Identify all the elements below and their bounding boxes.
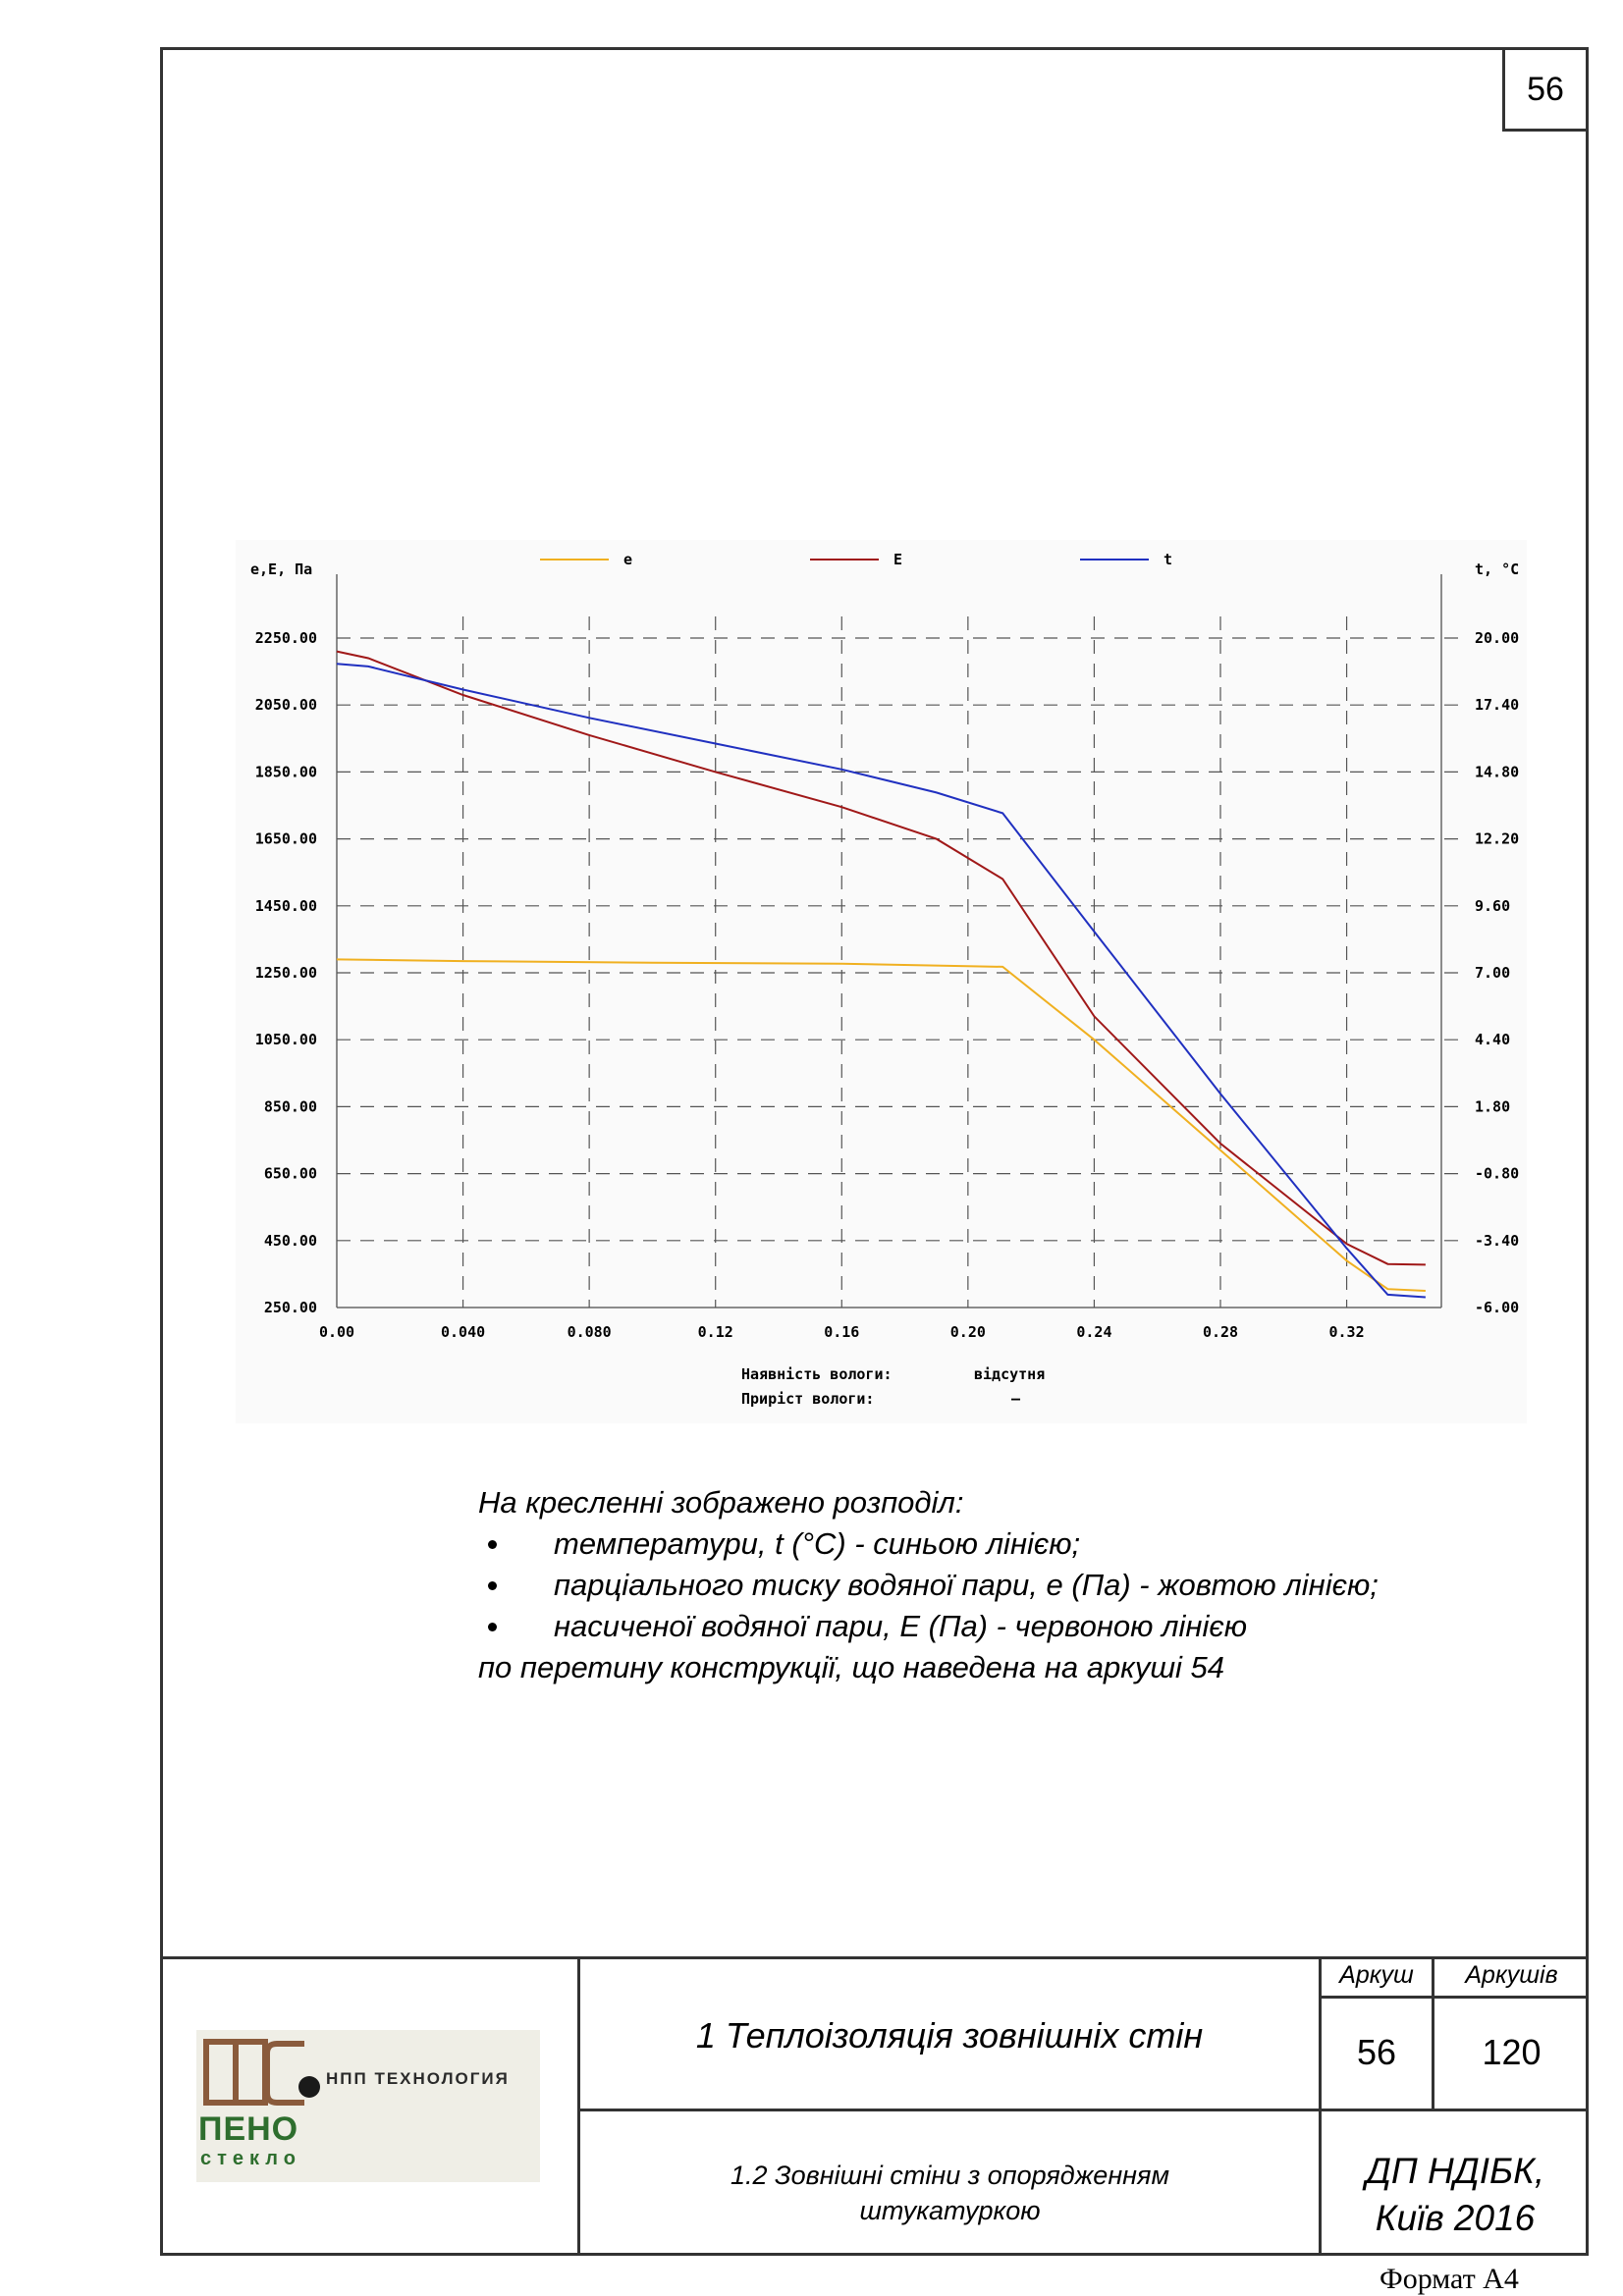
sheets-total: 120	[1482, 2032, 1542, 2072]
y-right-tick-label: 1.80	[1475, 1097, 1511, 1116]
y-right-tick-label: -3.40	[1475, 1231, 1520, 1250]
x-tick-label: 0.28	[1202, 1323, 1239, 1341]
y-left-tick-label: 1050.00	[254, 1031, 317, 1049]
moisture-value: відсутня	[974, 1365, 1046, 1383]
moisture-label: Наявність вологи:	[741, 1365, 893, 1383]
sheet-number: 56	[1356, 2032, 1397, 2072]
divider	[577, 1956, 580, 2256]
logo-brand-top: ПЕНО	[198, 2110, 299, 2148]
series-line-t	[337, 664, 1426, 1297]
bullet-icon	[488, 1540, 497, 1549]
organization: ДП НДІБК, Київ 2016	[1365, 2151, 1545, 2238]
moisture-growth-label: Приріст вологи:	[741, 1390, 875, 1408]
divider	[577, 2109, 1589, 2111]
caption-item: парціального тиску водяної пари, е (Па) - жовтою лінією;	[478, 1565, 1379, 1606]
format-label: Формат А4	[1380, 2263, 1519, 2295]
x-tick-label: 0.20	[949, 1323, 986, 1341]
x-tick-label: 0.24	[1076, 1323, 1112, 1341]
divider	[1319, 1996, 1589, 1999]
y-right-tick-label: 7.00	[1475, 964, 1511, 982]
y-right-tick-label: 12.20	[1475, 829, 1520, 848]
logo-company: НПП ТЕХНОЛОГИЯ	[326, 2069, 510, 2088]
x-tick-label: 0.040	[440, 1323, 486, 1341]
x-tick-label: 0.00	[318, 1323, 355, 1341]
y-right-axis-label: t, °C	[1475, 561, 1520, 578]
caption-outro: по перетину конструкції, що наведена на аркуші 54	[478, 1650, 1225, 1684]
y-right-tick-label: -0.80	[1475, 1164, 1520, 1183]
caption-item: температури, t (°C) - синьою лінією;	[478, 1523, 1379, 1565]
y-left-tick-label: 1450.00	[254, 896, 317, 915]
x-tick-label: 0.12	[697, 1323, 733, 1341]
moisture-growth-value: –	[1011, 1390, 1021, 1408]
bullet-icon	[488, 1623, 497, 1631]
y-left-tick-label: 2250.00	[254, 629, 317, 647]
legend-label: e	[623, 551, 633, 568]
y-right-tick-label: 20.00	[1475, 629, 1520, 647]
y-left-tick-label: 250.00	[263, 1299, 317, 1316]
y-left-tick-label: 1650.00	[254, 829, 317, 848]
bullet-icon	[488, 1581, 497, 1590]
y-right-tick-label: 4.40	[1475, 1031, 1511, 1049]
legend-label: t	[1163, 551, 1173, 568]
y-right-tick-label: 14.80	[1475, 763, 1520, 781]
y-right-tick-label: 17.40	[1475, 696, 1520, 715]
page-number: 56	[1502, 47, 1589, 132]
chart	[236, 540, 1527, 1423]
x-tick-label: 0.080	[567, 1323, 612, 1341]
x-tick-label: 0.16	[824, 1323, 860, 1341]
caption-intro: На кресленні зображено розподіл:	[478, 1485, 964, 1520]
caption	[478, 1482, 1379, 1688]
y-left-axis-label: e,E, Па	[250, 561, 313, 578]
y-left-tick-label: 650.00	[263, 1164, 317, 1183]
y-right-tick-label: 9.60	[1475, 896, 1511, 915]
y-left-tick-label: 450.00	[263, 1231, 317, 1250]
y-left-tick-label: 1850.00	[254, 763, 317, 781]
y-left-tick-label: 1250.00	[254, 964, 317, 982]
subsection-title: 1.2 Зовнішні стіни з опорядженням штукатуркою	[730, 2161, 1169, 2225]
sheet-label: Аркуш	[1339, 1961, 1414, 1989]
x-tick-label: 0.32	[1328, 1323, 1365, 1341]
sheets-label: Аркушів	[1465, 1961, 1558, 1989]
series-line-E	[337, 652, 1426, 1265]
caption-item: насиченої водяної пари, Е (Па) - червоною лінією	[478, 1606, 1379, 1647]
section-title: 1 Теплоізоляція зовнішніх стін	[695, 2015, 1204, 2056]
y-left-tick-label: 2050.00	[254, 696, 317, 715]
y-right-tick-label: -6.00	[1475, 1299, 1520, 1316]
logo-brand-bottom: стекло	[200, 2148, 301, 2169]
company-logo	[196, 2030, 540, 2182]
legend-label: E	[893, 551, 903, 568]
y-left-tick-label: 850.00	[263, 1097, 317, 1116]
